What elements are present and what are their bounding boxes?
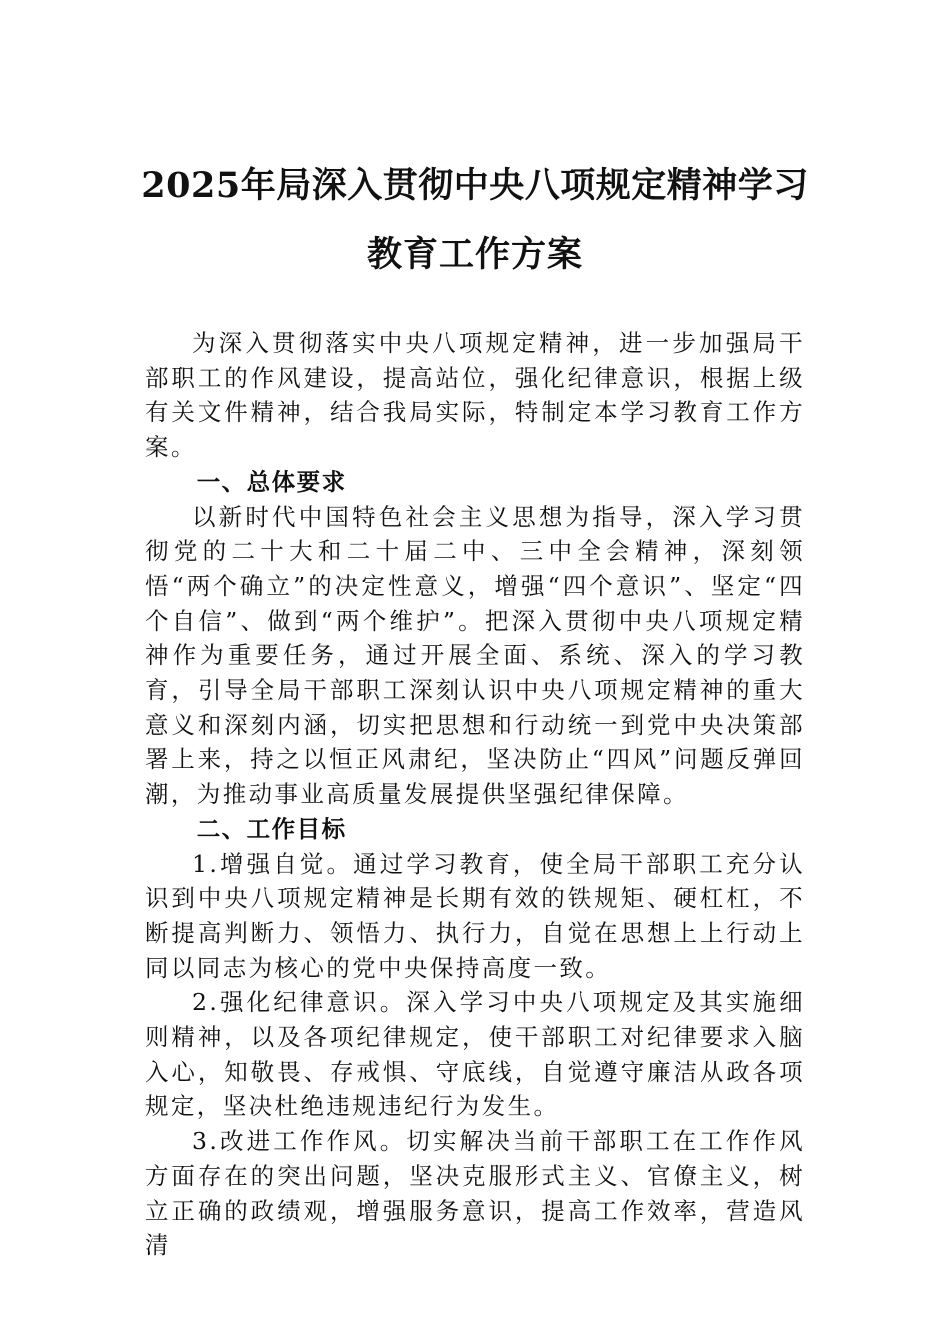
section-paragraph-overall-requirements: 以新时代中国特色社会主义思想为指导，深入学习贯彻党的二十大和二十届二中、三中全会精神，深刻领悟“两个确立”的决定性意义，增强“四个意识”、坚定“四个自信”、做到“两个维护”。把深入贯彻中央八项规定精神作为重要任务，通过开展全面、系统、深入的学习教育，引导全局干部职工深刻认识中央八项规定精神的重大意义和深刻内涵，切实把思想和行动统一到党中央决策部署上来，持之以恒正风肃纪，坚决防止“四风”问题反弹回潮，为推动事业高质量发展提供坚强纪律保障。	[145, 502, 805, 809]
section-heading-overall-requirements: 一、总体要求	[196, 467, 347, 496]
intro-paragraph: 为深入贯彻落实中央八项规定精神，进一步加强局干部职工的作风建设，提高站位，强化纪律意识，根据上级有关文件精神，结合我局实际，特制定本学习教育工作方案。	[145, 329, 805, 462]
document-body	[145, 326, 805, 1263]
document-title-line-1: 2025年局深入贯彻中央八项规定精神学习	[141, 165, 809, 206]
document-title-line-2: 教育工作方案	[366, 234, 583, 275]
goal-item-3: 3.改进工作作风。切实解决当前干部职工在工作作风方面存在的突出问题，坚决克服形式主义、官僚主义，树立正确的政绩观，增强服务意识，提高工作效率，营造风清	[145, 1127, 805, 1260]
goal-item-1: 1.增强自觉。通过学习教育，使全局干部职工充分认识到中央八项规定精神是长期有效的铁规矩、硬杠杠，不断提高判断力、领悟力、执行力，自觉在思想上上行动上同以同志为核心的党中央保持高度一致。	[145, 849, 805, 982]
goal-item-2: 2.强化纪律意识。深入学习中央八项规定及其实施细则精神，以及各项纪律规定，使干部职工对纪律要求入脑入心，知敬畏、存戒惧、守底线，自觉遵守廉洁从政各项规定，坚决杜绝违规违纪行为发生。	[145, 988, 805, 1121]
section-heading-work-goals: 二、工作目标	[196, 814, 347, 843]
